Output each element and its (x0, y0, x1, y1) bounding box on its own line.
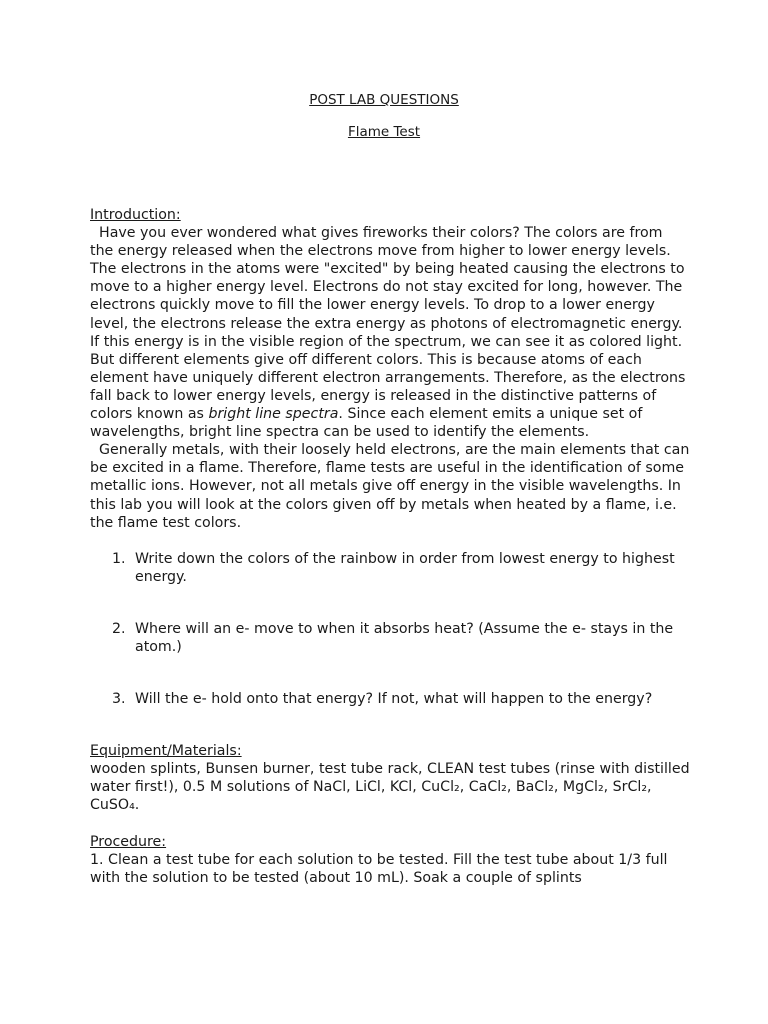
equipment-text: wooden splints, Bunsen burner, test tube rack, CLEAN test tubes (rinse with distilled water first!), 0.5 M solutions of NaCl, LiCl, KCl, CuCl₂, CaCl₂, BaCl₂, MgCl₂, SrCl₂, CuSO₄. (90, 761, 690, 814)
introduction-paragraph-1 (90, 224, 690, 441)
introduction-heading: Introduction: (90, 207, 181, 223)
question-text: Write down the colors of the rainbow in order from lowest energy to highest energy. (135, 550, 675, 585)
procedure-section (90, 833, 690, 887)
question-number: 1. (112, 550, 126, 567)
equipment-section (90, 742, 690, 814)
questions-list (90, 550, 690, 708)
equipment-heading: Equipment/Materials: (90, 743, 242, 760)
page-subtitle: Flame Test (347, 124, 421, 140)
introduction-paragraph-1-lead: Have you ever wondered what gives fireworks their colors? The colors are from the energy released when the electrons move from higher to lower energy levels. The electrons in the atoms were "excited" by being heated causing the electrons to move to a higher energy level. Electrons do not stay excited for long, however. The electrons quickly move to fill the lower energy levels. To drop to a lower energy level, the electrons release the extra energy as photons of electromagnetic energy. If this energy is in the visible region of the spectrum, we can see it as colored light. But different elements give off different colors. This is because atoms of each element have uniquely different electron arrangements. Therefore, as the electrons fall back to lower energy levels, energy is released in the distinctive patterns of colors known as (90, 225, 686, 423)
page-title: POST LAB QUESTIONS (309, 92, 459, 108)
introduction-paragraph-2: Generally metals, with their loosely held electrons, are the main elements that can be excited in a flame. Therefore, flame tests are useful in the identification of some metallic ions. However, not all metals give off energy in the visible wavelengths. In this lab you will look at the colors given off by metals when heated by a flame, i.e. the flame test colors. (90, 442, 690, 531)
document-body (90, 206, 690, 887)
question-item-3 (90, 690, 690, 708)
procedure-heading: Procedure: (90, 833, 167, 850)
question-text: Will the e- hold onto that energy? If not, what will happen to the energy? (135, 691, 653, 708)
procedure-step-1: 1. Clean a test tube for each solution to be tested. Fill the test tube about 1/3 full with the solution to be tested (about 10 mL). Soak a couple of splints (90, 851, 668, 886)
question-number: 3. (112, 691, 126, 708)
bright-line-spectra-term: bright line spectra (208, 406, 339, 423)
question-number: 2. (112, 620, 126, 637)
introduction-paragraph-1-tail: . Since each element emits a unique set of wavelengths, bright line spectra can be used to identify the elements. (90, 406, 643, 441)
question-item-2 (90, 620, 690, 656)
question-text: Where will an e- move to when it absorbs heat? (Assume the e- stays in the atom.) (135, 620, 674, 655)
question-item-1 (90, 550, 690, 586)
